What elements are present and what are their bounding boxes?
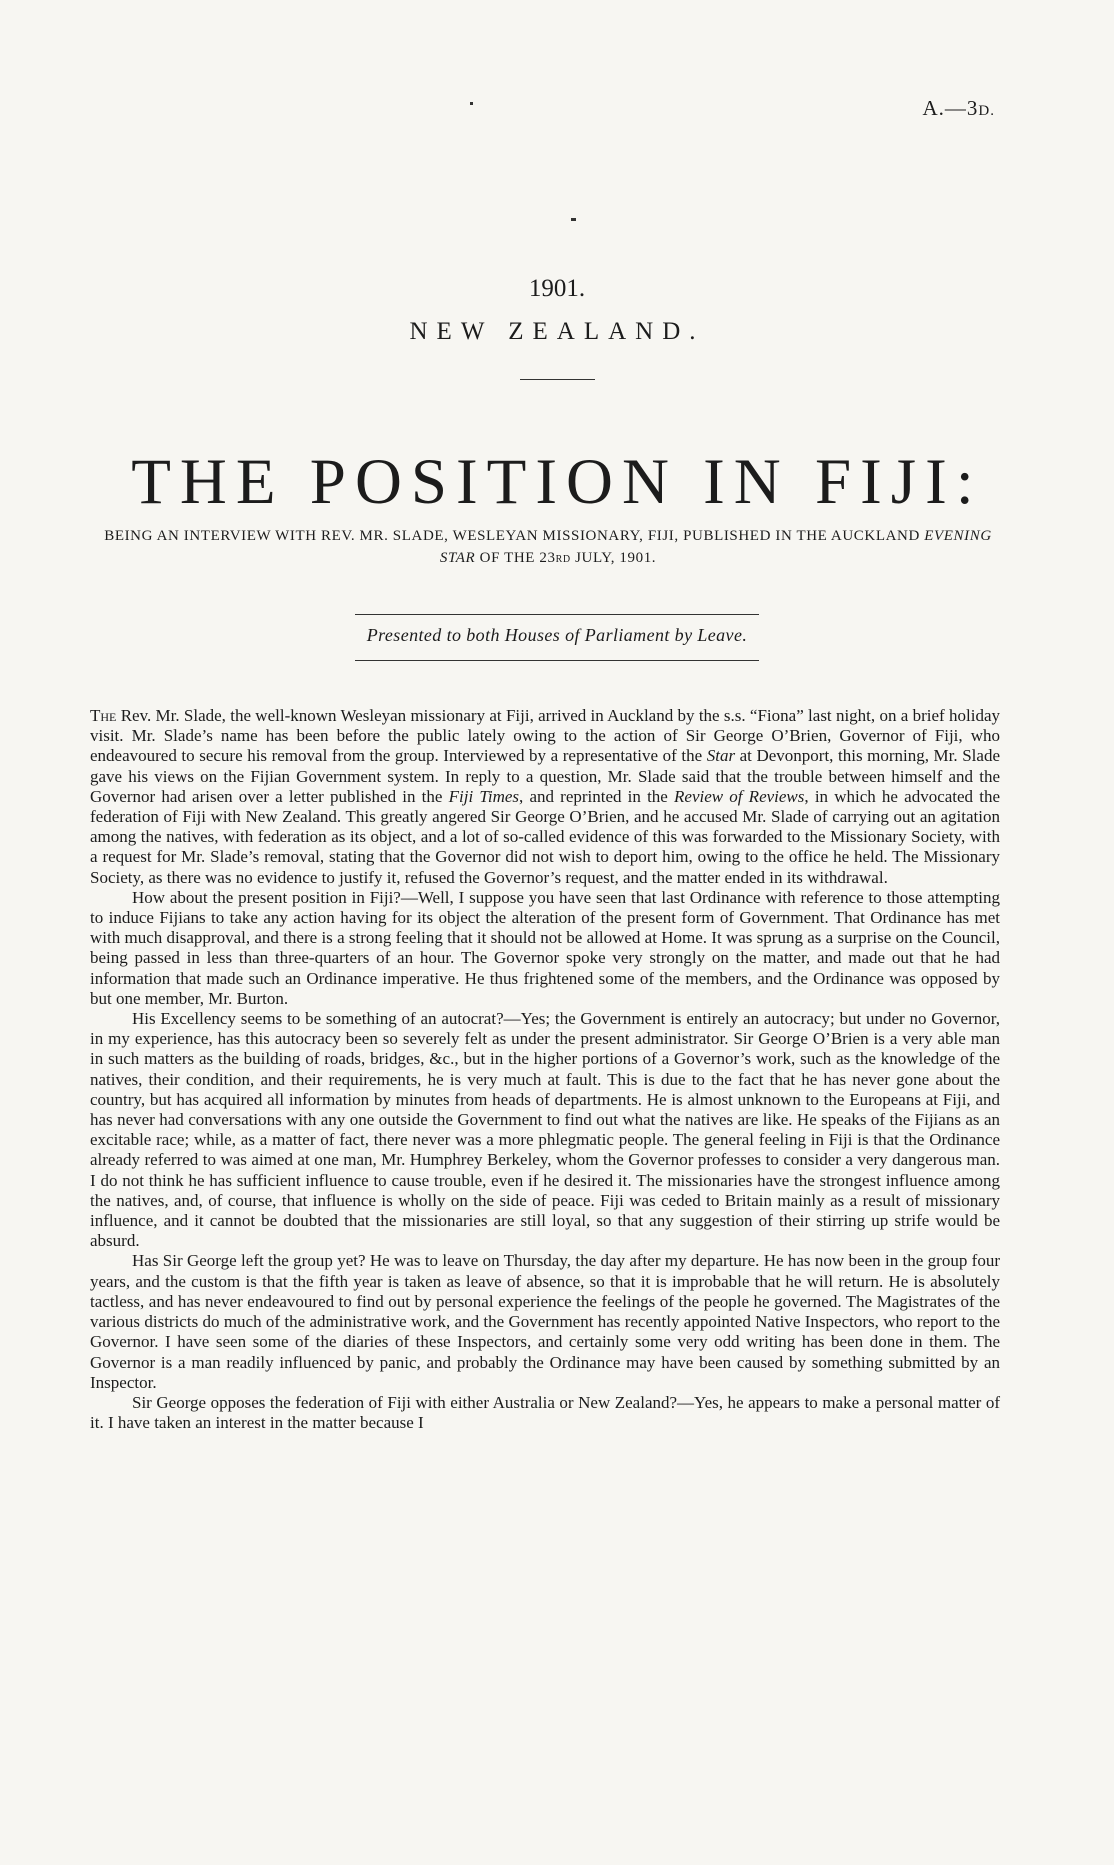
presented-note: Presented to both Houses of Parliament by Leave. <box>366 625 748 645</box>
print-mark <box>470 102 473 105</box>
document-year: 1901. <box>528 275 586 302</box>
divider-rule <box>520 379 595 380</box>
paragraph: The Rev. Mr. Slade, the well-known Wesleyan missionary at Fiji, arrived in Auckland by the s.s. “Fiona” last night, on a brief holiday visit. Mr. Slade’s name has been before the public lately owing to the action of Sir George O’Brien, Governor of Fiji, who endeavoured to secure his removal from the group. Interviewed by a representative of the Star at Devonport, this morning, Mr. Slade gave his views on the Fijian Government system. In reply to a question, Mr. Slade said that the trouble between himself and the Governor had arisen over a letter published in the Fiji Times, and reprinted in the Review of Reviews, in which he advocated the federation of Fiji with New Zealand. This greatly angered Sir George O’Brien, and he accused Mr. Slade of carrying out an agitation among the natives, with federation as its object, and a lot of so-called evidence of this was forwarded to the Missionary Society, with a request for Mr. Slade’s removal, stating that the Governor did not wish to deport him, owing to the office he held. The Missionary Society, as there was no evidence to justify it, refused the Governor’s request, and the matter ended in its withdrawal. <box>90 706 1000 887</box>
divider-rule <box>355 660 759 661</box>
page-reference: A.—3D. <box>922 96 995 120</box>
paragraph: Has Sir George left the group yet? He was to leave on Thursday, the day after my departure. He has now been in the group four years, and the custom is that the fifth year is taken as leave of absence, so that it is improbable that he will return. He is absolutely tactless, and has never endeavoured to find out by personal experience the feelings of the people he governed. The Magistrates of the various districts do much of the administrative work, and the Government has recently appointed Native Inspectors, who report to the Governor. I have seen some of the diaries of these Inspectors, and certainly some very odd writing has been done in them. The Governor is a man readily influenced by panic, and probably the Ordinance may have been caused by something submitted by an Inspector. <box>90 1251 1000 1392</box>
article-body <box>90 706 1000 1433</box>
document-title: THE POSITION IN FIJI: <box>131 446 983 518</box>
document-subtitle: BEING AN INTERVIEW WITH REV. MR. SLADE, WESLEYAN MISSIONARY, FIJI, PUBLISHED IN THE AUCKLAND EVENING STAR OF THE 23RD JULY, 1901. <box>104 528 992 566</box>
divider-rule <box>355 614 759 615</box>
print-mark <box>571 218 576 221</box>
paragraph: His Excellency seems to be something of an autocrat?—Yes; the Government is entirely an autocracy; but under no Governor, in my experience, has this autocracy been so severely felt as under the present administrator. Sir George O’Brien is a very able man in such matters as the building of roads, bridges, &c., but in the higher portions of a Governor’s work, such as the knowledge of the natives, their condition, and their requirements, he is very much at fault. This is due to the fact that he has never gone about the country, but has acquired all information by minutes from heads of departments. He is almost unknown to the Europeans at Fiji, and has never had conversations with any one outside the Government to find out what the natives are like. He speaks of the Fijians as an excitable race; while, as a matter of fact, there never was a more phlegmatic people. The general feeling in Fiji is that the Ordinance already referred to was aimed at one man, Mr. Humphrey Berkeley, whom the Governor professes to consider a very dangerous man. I do not think he has sufficient influence to cause trouble, even if he desired it. The missionaries have the strongest influence among the natives, and, of course, that influence is wholly on the side of peace. Fiji was ceded to Britain mainly as a result of missionary influence, and it cannot be doubted that the missionaries are still loyal, so that any suggestion of their stirring up strife would be absurd. <box>90 1009 1000 1251</box>
paragraph: Sir George opposes the federation of Fiji with either Australia or New Zealand?—Yes, he appears to make a personal matter of it. I have taken an interest in the matter because I <box>90 1392 1000 1433</box>
paragraph: How about the present position in Fiji?—Well, I suppose you have seen that last Ordinance with reference to those attempting to induce Fijians to take any action having for its object the alteration of the present form of Government. That Ordinance has met with much disapproval, and there is a strong feeling that it should not be allowed at Home. It was sprung as a surprise on the Council, being passed in less than three-quarters of an hour. The Governor spoke very strongly on the matter, and made out that he had information that made such an Ordinance imperative. He thus frightened some of the members, and the Ordinance was opposed by but one member, Mr. Burton. <box>90 887 1000 1008</box>
document-country: NEW ZEALAND. <box>409 318 705 345</box>
